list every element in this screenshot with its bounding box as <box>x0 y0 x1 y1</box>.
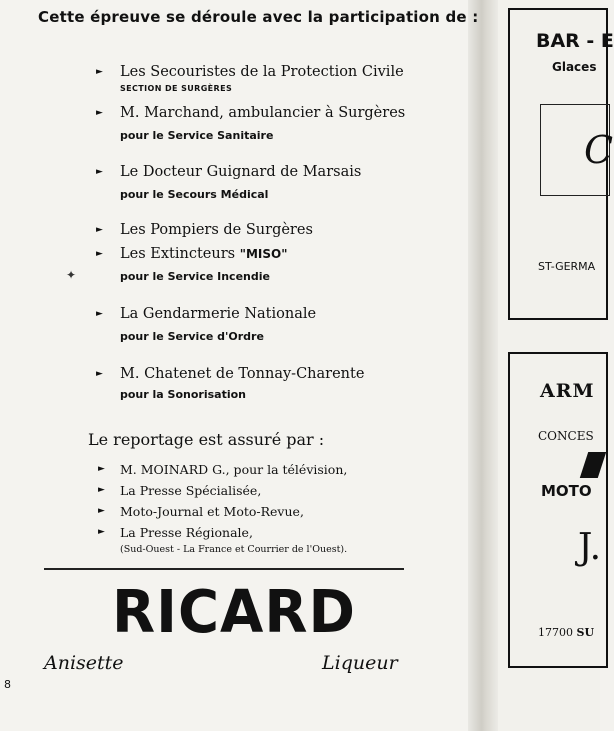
bar-subtitle: Glaces <box>552 60 597 74</box>
arm-address <box>538 626 594 639</box>
participant-name: Les Pompiers de Surgères <box>120 222 313 238</box>
participant-role: pour la Sonorisation <box>120 388 246 401</box>
participant-name: La Gendarmerie Nationale <box>120 306 317 322</box>
participant-role: pour le Service Incendie <box>120 270 270 283</box>
arm-postal-town: SU <box>576 626 595 639</box>
bullet-icon: ► <box>96 369 103 379</box>
bullet-icon: ► <box>96 225 103 235</box>
participation-heading: Cette épreuve se déroule avec la participation de : <box>38 8 479 26</box>
page-gutter <box>468 0 498 731</box>
bar-title: BAR - E <box>536 30 614 52</box>
reportage-title: Le reportage est assuré par : <box>88 430 325 449</box>
participant-role: pour le Service d'Ordre <box>120 330 264 343</box>
arm-title: ARM <box>540 380 595 402</box>
participant-name: Les Secouristes de la Protection Civile <box>120 64 404 80</box>
reportage-note: (Sud-Ouest - La France et Courrier de l'Ouest). <box>120 544 348 555</box>
bar-place: ST-GERMA <box>538 260 596 273</box>
participant-role: pour le Service Sanitaire <box>120 129 274 142</box>
bullet-icon: ► <box>98 506 105 516</box>
reportage-text: La Presse Régionale, <box>120 525 253 540</box>
ricard-logo: RICARD <box>112 578 356 647</box>
reportage-text: La Presse Spécialisée, <box>120 483 262 498</box>
arm-postal-code: 17700 <box>538 626 573 639</box>
bullet-icon: ► <box>96 108 103 118</box>
liqueur-label: Liqueur <box>322 652 398 674</box>
page-number: 8 <box>4 678 11 691</box>
participant-name: Les Extincteurs <box>120 246 236 262</box>
bar-logo-letter: C <box>584 128 614 172</box>
reportage-text: Moto-Journal et Moto-Revue, <box>120 504 304 519</box>
ink-mark-icon: ✦ <box>66 268 77 282</box>
participant-role: pour le Secours Médical <box>120 188 269 201</box>
anisette-label: Anisette <box>44 652 124 674</box>
arm-conces: CONCES <box>538 429 594 443</box>
divider-rule <box>44 568 404 570</box>
participant-role: SECTION DE SURGÈRES <box>120 84 233 93</box>
bullet-icon: ► <box>96 167 103 177</box>
reportage-text: M. MOINARD G., pour la télévision, <box>120 462 348 477</box>
participant-name-line <box>120 246 287 262</box>
arm-moto: MOTO <box>541 482 592 500</box>
bullet-icon: ► <box>96 249 103 259</box>
arm-initial: J. <box>578 527 602 568</box>
participant-name: M. Chatenet de Tonnay-Charente <box>120 366 365 382</box>
miso-brand: "MISO" <box>239 247 288 261</box>
participant-name: M. Marchand, ambulancier à Surgères <box>120 105 406 121</box>
participant-name: Le Docteur Guignard de Marsais <box>120 164 362 180</box>
bullet-icon: ► <box>96 309 103 319</box>
bullet-icon: ► <box>98 485 105 495</box>
bullet-icon: ► <box>96 67 103 77</box>
bullet-icon: ► <box>98 464 105 474</box>
bullet-icon: ► <box>98 527 105 537</box>
